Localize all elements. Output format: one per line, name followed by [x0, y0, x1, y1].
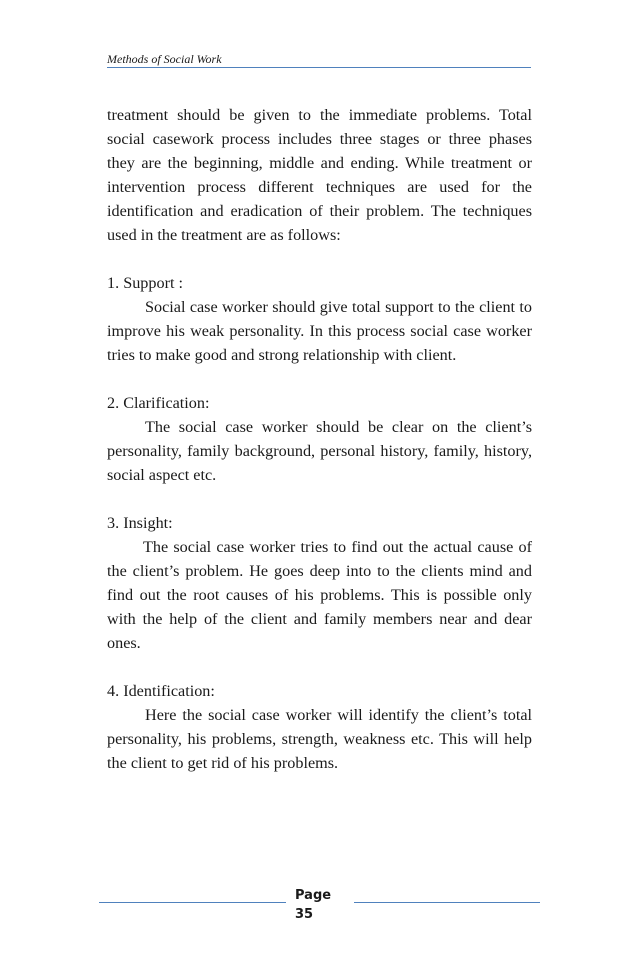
running-header: [107, 52, 531, 68]
section-body: The social case worker tries to find out the actual cause of the client’s problem. He goes deep into to the clients mind and find out the root causes of his problems. This is possible only with the help of the client and family members near and dear ones.: [107, 538, 532, 652]
page-number-value: 35: [295, 907, 314, 922]
section-heading: 1. Support :: [107, 274, 183, 292]
footer-rule-left: [99, 902, 286, 903]
section-identification: [107, 679, 532, 775]
section-clarification: [107, 391, 532, 487]
section-body: Social case worker should give total support to the client to improve his weak personality. In this process social case worker tries to make good and strong relationship with client.: [107, 298, 532, 364]
spacer: [107, 367, 532, 391]
spacer: [107, 247, 532, 271]
page-body: [107, 103, 532, 775]
section-support: [107, 271, 532, 367]
section-heading: 4. Identification:: [107, 682, 215, 700]
section-insight: [107, 511, 532, 655]
intro-paragraph: treatment should be given to the immediate problems. Total social casework process includes three stages or three phases they are the beginning, middle and ending. While treatment or intervention process different techniques are used for the identification and eradication of their problem. The techniques used in the treatment are as follows:: [107, 106, 532, 244]
spacer: [107, 487, 532, 511]
section-heading: 3. Insight:: [107, 514, 173, 532]
section-body: Here the social case worker will identify the client’s total personality, his problems, strength, weakness etc. This will help the client to get rid of his problems.: [107, 706, 532, 772]
section-heading: 2. Clarification:: [107, 394, 210, 412]
section-body: The social case worker should be clear on the client’s personality, family background, personal history, family, history, social aspect etc.: [107, 418, 532, 484]
page-label: Page: [295, 888, 332, 903]
spacer: [107, 655, 532, 679]
header-title: Methods of Social Work: [107, 52, 222, 66]
page-number: [295, 886, 331, 924]
footer-rule-right: [354, 902, 540, 903]
